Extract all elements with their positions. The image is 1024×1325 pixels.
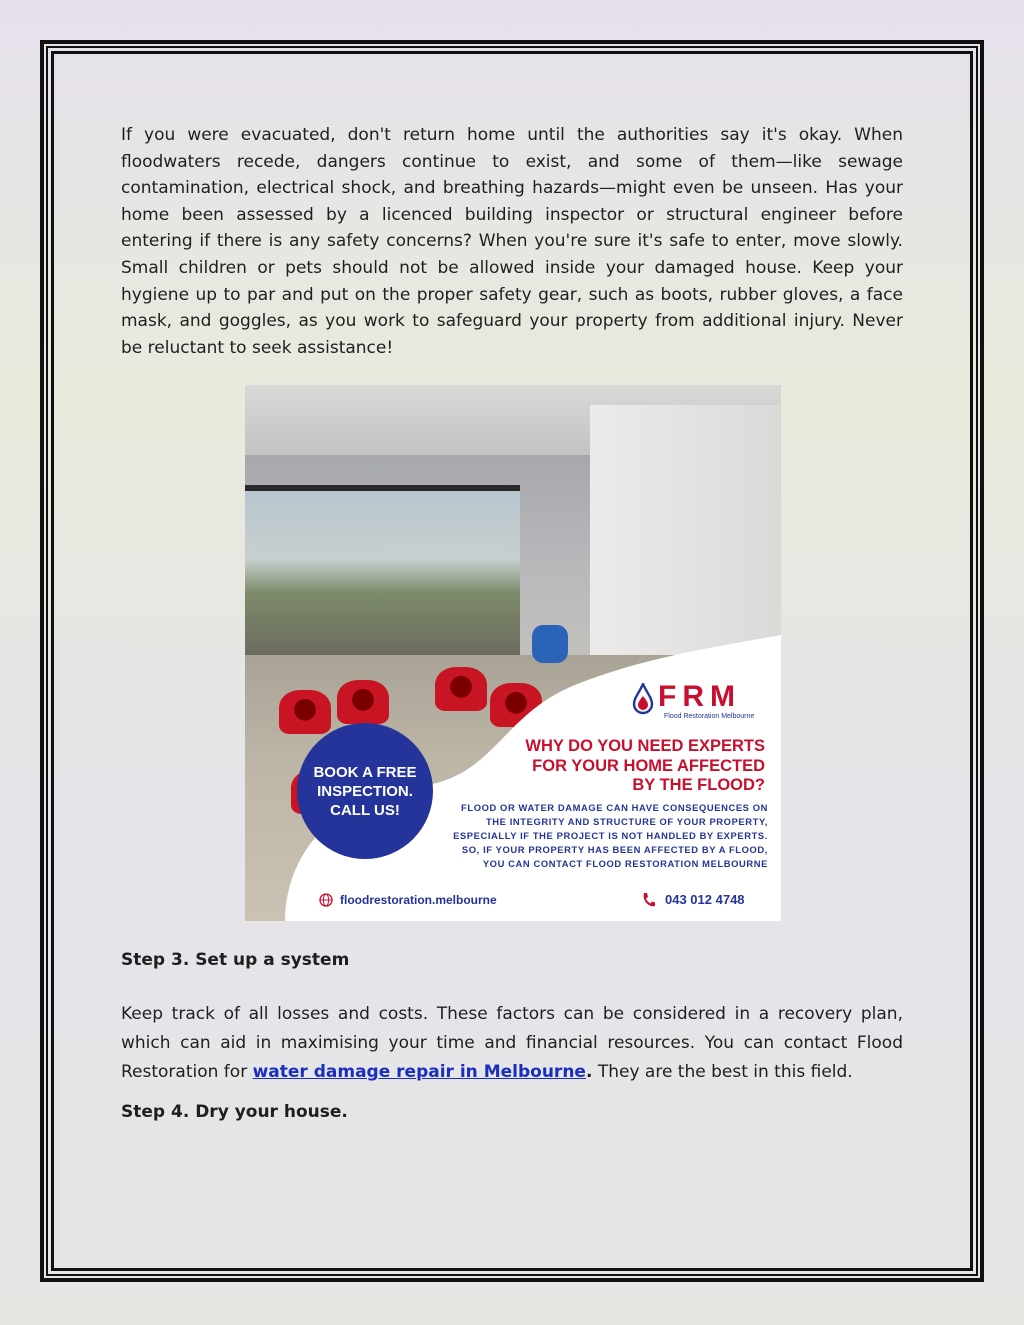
- phone-number: 043 012 4748: [665, 892, 745, 907]
- advert-headline: WHY DO YOU NEED EXPERTS FOR YOUR HOME AFFECTED BY THE FLOOD?: [525, 737, 765, 794]
- frm-logo: [632, 681, 772, 727]
- flood-restoration-advert-image: [245, 385, 781, 921]
- cta-text: BOOK A FREE INSPECTION. CALL US!: [313, 763, 417, 819]
- website-text: floodrestoration.melbourne: [340, 893, 497, 907]
- logo-wordmark: FRM: [658, 680, 741, 713]
- advert-body: FLOOD OR WATER DAMAGE CAN HAVE CONSEQUENCES ON THE INTEGRITY AND STRUCTURE OF YOUR PROPERTY, ESPECIALLY IF THE PROJECT IS NOT HANDLED BY EXPERTS. SO, IF YOUR PROPERTY HAS BEEN AFFECTED BY A FLOOD, YOU CAN CONTACT FLOOD RESTORATION MELBOURNE: [453, 802, 768, 869]
- link-period: .: [585, 1062, 593, 1082]
- water-drop-icon: [632, 683, 654, 715]
- phone-icon: [641, 892, 655, 908]
- step-4-heading: Step 4. Dry your house.: [121, 1102, 348, 1122]
- step-3-paragraph: [121, 1000, 903, 1087]
- intro-paragraph: If you were evacuated, don't return home until the authorities say it's okay. When floodwaters recede, dangers continue to exist, and some of them—like sewage contamination, electrical shock, and breathing hazards—might even be unseen. Has your home been assessed by a licenced building inspector or structural engineer before entering if there is any safety concerns? When you're sure it's safe to enter, move slowly. Small children or pets should not be allowed inside your damaged house. Keep your hygiene up to par and put on the proper safety gear, such as boots, rubber gloves, a face mask, and goggles, as you work to safeguard your property from additional injury. Never be reluctant to seek assistance!: [121, 125, 903, 358]
- step-3-text: Keep track of all losses and costs. These factors can be considered in a recovery plan, which can aid in maximising your time and financial resources. You can contact Flood Restoration for: [121, 1004, 903, 1082]
- book-inspection-badge: [297, 723, 433, 859]
- advert-contact-bar: [319, 891, 759, 911]
- step-3-text-end: They are the best in this field.: [592, 1062, 853, 1082]
- step-3-heading: Step 3. Set up a system: [121, 950, 350, 970]
- logo-tagline: Flood Restoration Melbourne: [664, 713, 755, 720]
- globe-icon: [319, 893, 333, 907]
- water-damage-repair-link[interactable]: water damage repair in Melbourne: [252, 1062, 586, 1082]
